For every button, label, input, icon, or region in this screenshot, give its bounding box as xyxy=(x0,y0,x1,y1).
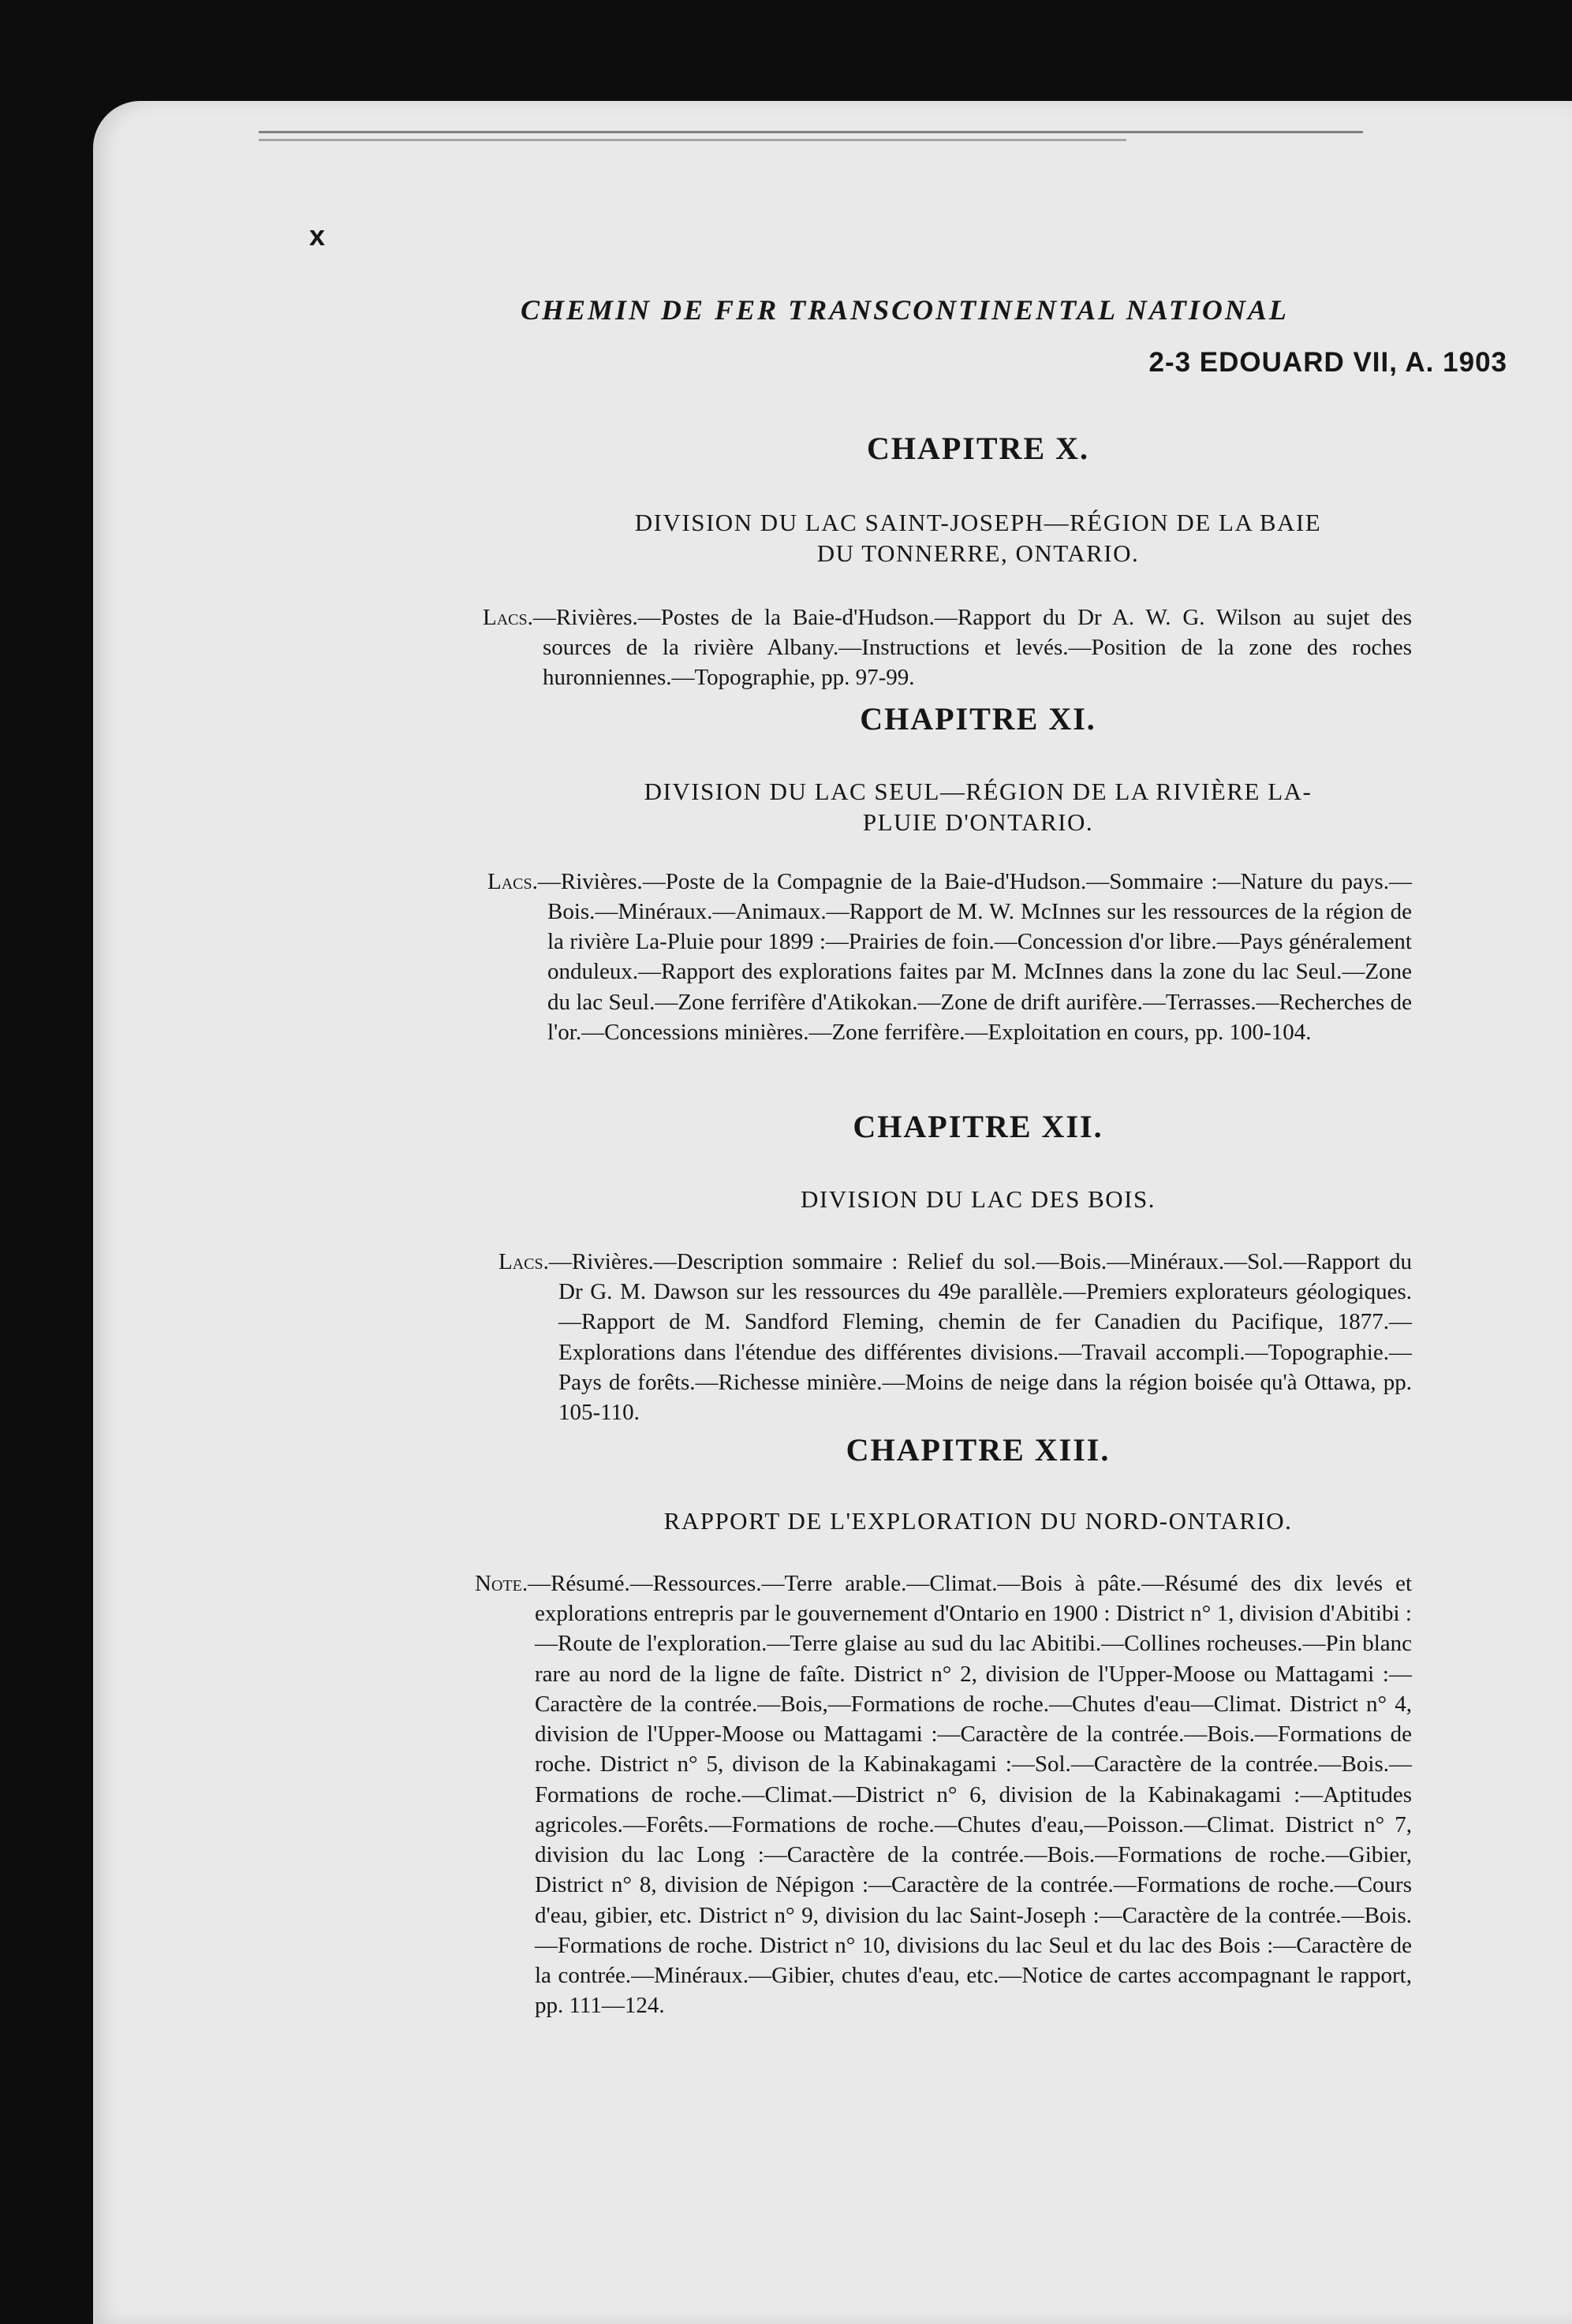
summary-text: —Rivières.—Poste de la Compagnie de la Baie-d'Hudson.—Sommaire :—Nature du pays.—Bois.—Minéraux.—Animaux.—Rapport de M. W. McInnes sur les ressources de la région de la rivière La-Pluie pour 1899 :—Prairies de foin.—Concession d'or libre.—Pays généralement onduleux.—Rapport des explorations faites par M. McInnes dans la zone du lac Seul.—Zone du lac Seul.—Zone ferrifère d'Atikokan.—Zone de drift aurifère.—Terrasses.—Recherches de l'or.—Concessions minières.—Zone ferrifère.—Exploitation en cours, pp. 100-104. xyxy=(537,868,1412,1045)
chapter-subtitle: DIVISION DU LAC DES BOIS. xyxy=(801,1185,1156,1213)
running-title: CHEMIN DE FER TRANSCONTINENTAL NATIONAL xyxy=(521,294,1289,326)
chapter-summary xyxy=(483,602,1412,693)
chapter-section xyxy=(483,430,1412,692)
summary-lead-word: Lacs. xyxy=(483,604,533,630)
summary-lead-word: Lacs. xyxy=(487,868,538,894)
chapter-title: CHAPITRE XIII. xyxy=(846,1432,1111,1468)
session-header: 2-3 EDOUARD VII, A. 1903 xyxy=(1148,347,1507,378)
chapter-title: CHAPITRE XII. xyxy=(853,1109,1103,1144)
chapter-section xyxy=(498,1108,1412,1427)
chapter-summary xyxy=(475,1569,1412,2021)
summary-text: —Résumé.—Ressources.—Terre arable.—Climat.—Bois à pâte.—Résumé des dix levés et explorations entrepris par le gouvernement d'Ontario en 1900 : District n° 1, division d'Abitibi :—Route de l'exploration.—Terre glaise au sud du lac Abitibi.—Collines rocheuses.—Pin blanc rare au nord de la ligne de faîte. District n° 2, division de l'Upper-Moose ou Mattagami :—Caractère de la contrée.—Bois,—Formations de roche.—Chutes d'eau—Climat. District n° 4, division de l'Upper-Moose ou Mattagami :—Caractère de la contrée.—Bois.—Formations de roche. District n° 5, divison de la Kabinakagami :—Sol.—Caractère de la contrée.—Bois.—Formations de roche.—Climat.—District n° 6, division de la Kabinakagami :—Aptitudes agricoles.—Forêts.—Formations de roche.—Chutes d'eau,—Poisson.—Climat. District n° 7, division du lac Long :—Caractère de la contrée.—Bois.—Formations de roche.—Gibier, District n° 8, division de Népigon :—Caractère de la contrée.—Formations de roche.—Cours d'eau, gibier, etc. District n° 9, division du lac Saint-Joseph :—Caractère de la contrée.—Bois.—Formations de roche. District n° 10, divisions du lac Seul et du lac des Bois :—Caractère de la contrée.—Minéraux.—Gibier, chutes d'eau, etc.—Notice de cartes accompagnant le rapport, pp. 111—124. xyxy=(528,1570,1412,2019)
chapter-subtitle: DIVISION DU LAC SEUL—RÉGION DE LA RIVIÈRE LA-PLUIE D'ONTARIO. xyxy=(644,778,1312,836)
chapter-subtitle: RAPPORT DE L'EXPLORATION DU NORD-ONTARIO. xyxy=(663,1507,1293,1535)
summary-lead-word: Lacs. xyxy=(498,1248,549,1274)
summary-lead-word: Note. xyxy=(475,1570,528,1596)
chapter-subtitle: DIVISION DU LAC SAINT-JOSEPH—RÉGION DE LA BAIE DU TONNERRE, ONTARIO. xyxy=(634,509,1322,567)
summary-text: —Rivières.—Description sommaire : Relief du sol.—Bois.—Minéraux.—Sol.—Rapport du Dr G. M. Dawson sur les ressources du 49e parallèle.—Premiers explorateurs géologiques.—Rapport de M. Sandford Fleming, chemin de fer Canadien du Pacifique, 1877.—Explorations dans l'étendue des différentes divisions.—Travail accompli.—Topographie.—Pays de forêts.—Richesse minière.—Moins de neige dans la région boisée qu'à Ottawa, pp. 105-110. xyxy=(548,1248,1412,1426)
chapter-title: CHAPITRE XI. xyxy=(860,701,1096,737)
chapter-title: CHAPITRE X. xyxy=(866,431,1090,466)
page-number: x xyxy=(309,219,326,252)
chapter-summary xyxy=(487,867,1412,1048)
chapter-section xyxy=(487,700,1412,1047)
chapter-section xyxy=(475,1431,1412,2021)
chapter-summary xyxy=(498,1247,1412,1428)
summary-text: —Rivières.—Postes de la Baie-d'Hudson.—Rapport du Dr A. W. G. Wilson au sujet des sources de la rivière Albany.—Instructions et levés.—Position de la zone des roches huronniennes.—Topographie, pp. 97-99. xyxy=(532,604,1412,691)
